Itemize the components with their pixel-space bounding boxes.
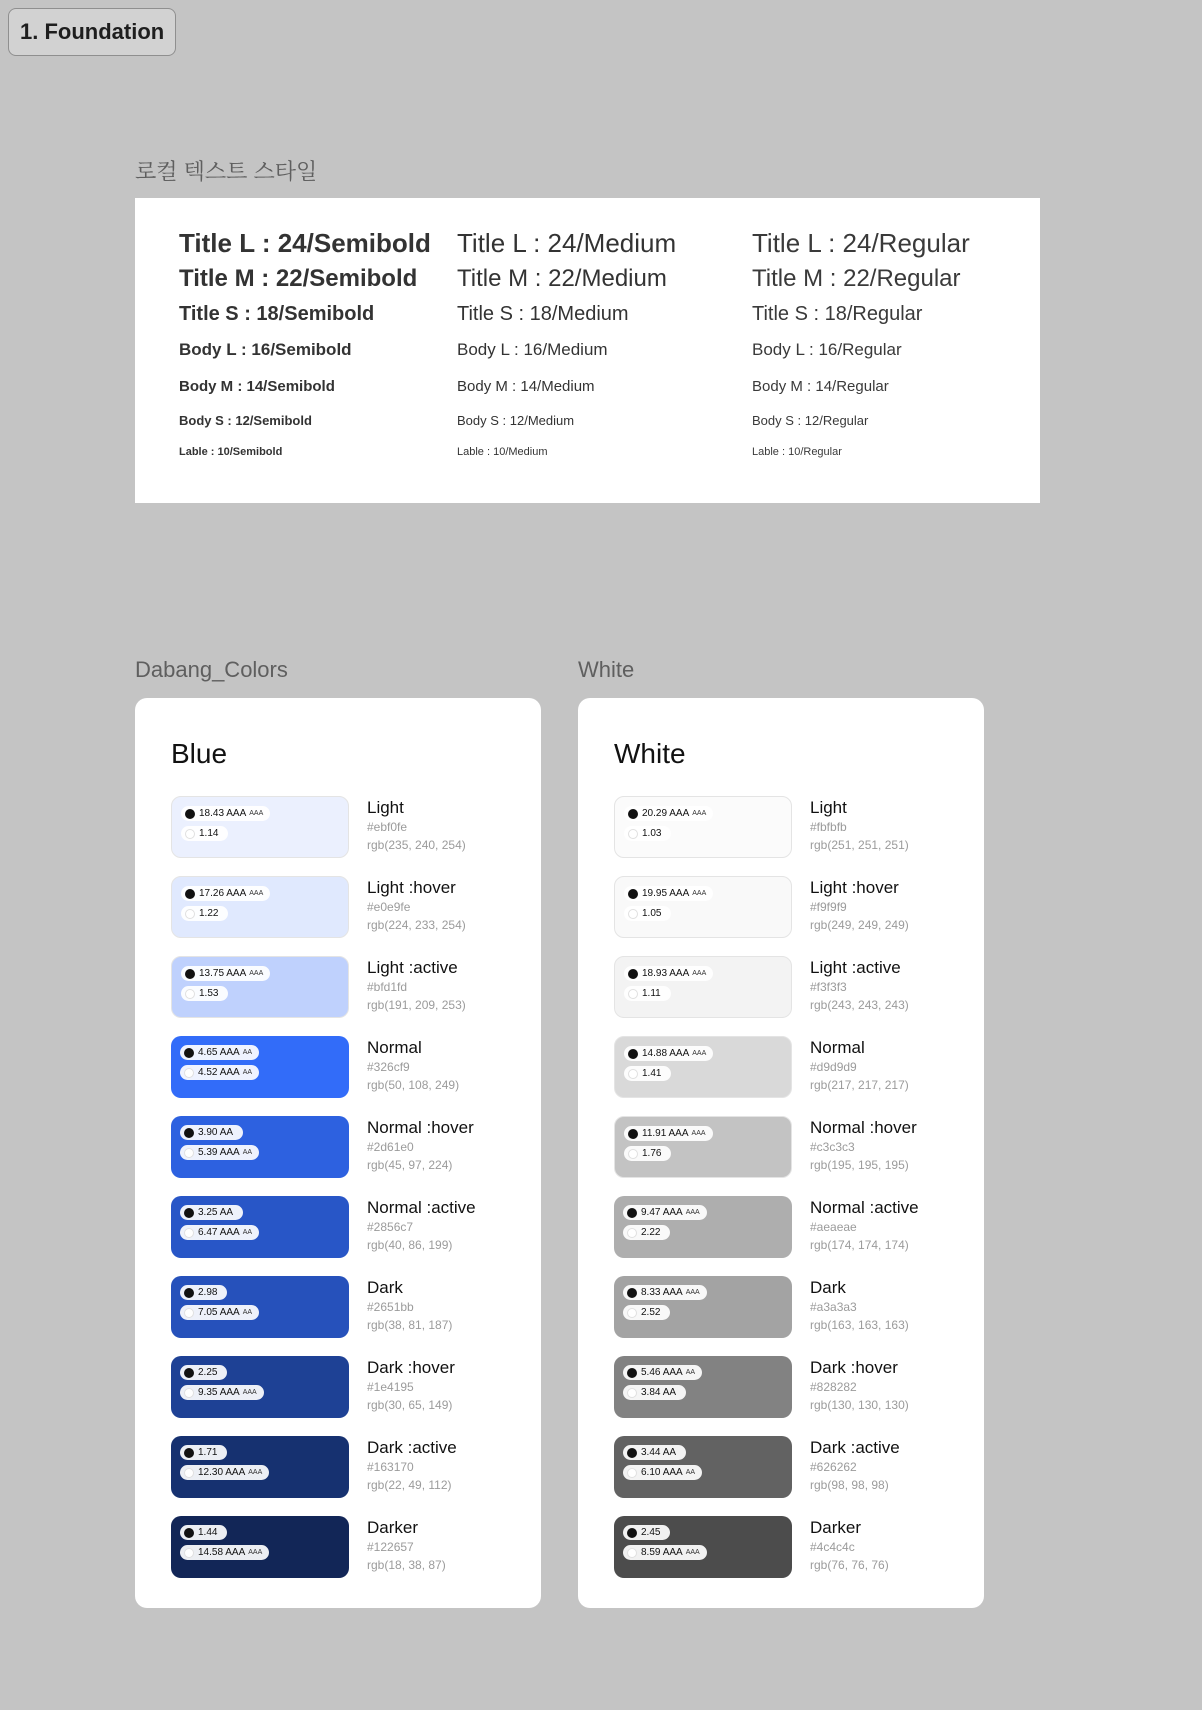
swatch-hex: #2d61e0 xyxy=(367,1140,414,1154)
swatch-row[interactable] xyxy=(614,1196,954,1256)
swatch-name: Light :active xyxy=(810,958,901,977)
swatch-row[interactable] xyxy=(171,1036,511,1096)
swatch-rgb: rgb(30, 65, 149) xyxy=(367,1398,453,1412)
contrast-badge: AAA xyxy=(685,1209,700,1216)
swatch-hex: #626262 xyxy=(810,1460,857,1474)
contrast-badge: AA xyxy=(685,1469,696,1476)
contrast-value: 1.44 xyxy=(198,1527,218,1538)
swatch-rgb: rgb(38, 81, 187) xyxy=(367,1318,453,1332)
type-sample: Body L : 16/Medium xyxy=(457,340,608,359)
type-sample: Body L : 16/Semibold xyxy=(179,340,352,359)
type-sample: Body S : 12/Semibold xyxy=(179,413,312,428)
contrast-badge: AAA xyxy=(249,970,264,977)
contrast-value: 5.39 AAA xyxy=(198,1147,240,1158)
contrast-badge: AA xyxy=(242,1069,253,1076)
contrast-value: 9.47 AAA xyxy=(641,1207,683,1218)
swatch-row[interactable] xyxy=(614,1116,954,1176)
swatch-row[interactable] xyxy=(614,1436,954,1496)
swatch-info xyxy=(367,958,466,1014)
white-dot-icon xyxy=(627,1308,637,1318)
black-dot-icon xyxy=(184,1128,194,1138)
contrast-value: 1.03 xyxy=(642,828,662,839)
contrast-value: 1.76 xyxy=(642,1148,662,1159)
swatch-hex: #326cf9 xyxy=(367,1060,410,1074)
color-swatch[interactable] xyxy=(171,1276,349,1338)
swatch-rgb: rgb(195, 195, 195) xyxy=(810,1158,909,1172)
swatch-info xyxy=(810,798,909,854)
contrast-pill xyxy=(623,1385,686,1400)
type-sample: Body M : 14/Semibold xyxy=(179,378,335,395)
swatch-row[interactable] xyxy=(171,1516,511,1576)
contrast-badge: AA xyxy=(242,1309,253,1316)
contrast-pill xyxy=(623,1225,670,1240)
color-swatch[interactable] xyxy=(171,956,349,1018)
contrast-pill xyxy=(180,1285,227,1300)
contrast-pill xyxy=(180,1125,243,1140)
color-swatch[interactable] xyxy=(171,1356,349,1418)
swatch-rgb: rgb(22, 49, 112) xyxy=(367,1478,452,1492)
type-sample: Title S : 18/Semibold xyxy=(179,303,375,325)
white-dot-icon xyxy=(184,1388,194,1398)
swatch-rgb: rgb(18, 38, 87) xyxy=(367,1558,446,1572)
swatch-rgb: rgb(249, 249, 249) xyxy=(810,918,909,932)
contrast-pill xyxy=(624,1066,671,1081)
contrast-value: 1.22 xyxy=(199,908,219,919)
swatch-row[interactable] xyxy=(614,876,954,936)
swatch-name: Dark xyxy=(810,1278,846,1297)
contrast-badge: AAA xyxy=(691,1130,706,1137)
contrast-pill xyxy=(623,1525,670,1540)
contrast-pill xyxy=(180,1545,269,1560)
contrast-value: 3.25 AA xyxy=(198,1207,234,1218)
swatch-row[interactable] xyxy=(614,796,954,856)
swatch-name: Dark xyxy=(367,1278,403,1297)
white-dot-icon xyxy=(627,1228,637,1238)
type-sample: Title L : 24/Semibold xyxy=(179,228,431,258)
color-swatch[interactable] xyxy=(614,796,792,858)
white-dot-icon xyxy=(185,909,195,919)
contrast-value: 19.95 AAA xyxy=(642,888,690,899)
contrast-value: 2.25 xyxy=(198,1367,218,1378)
white-dot-icon xyxy=(184,1548,194,1558)
swatch-row[interactable] xyxy=(171,1196,511,1256)
contrast-pill xyxy=(180,1145,259,1160)
contrast-pill xyxy=(624,1146,671,1161)
swatch-row[interactable] xyxy=(614,956,954,1016)
contrast-pill xyxy=(623,1305,670,1320)
page-tag[interactable]: 1. Foundation xyxy=(8,8,176,56)
type-sample: Body S : 12/Regular xyxy=(752,413,869,428)
white-dot-icon xyxy=(627,1548,637,1558)
color-swatch[interactable] xyxy=(614,1356,792,1418)
contrast-value: 14.88 AAA xyxy=(642,1048,690,1059)
swatch-rgb: rgb(45, 97, 224) xyxy=(367,1158,453,1172)
contrast-value: 9.35 AAA xyxy=(198,1387,240,1398)
contrast-value: 20.29 AAA xyxy=(642,808,690,819)
swatch-info xyxy=(810,878,909,934)
black-dot-icon xyxy=(184,1368,194,1378)
contrast-pill xyxy=(624,966,713,981)
contrast-badge: AA xyxy=(685,1369,696,1376)
black-dot-icon xyxy=(627,1288,637,1298)
white-dot-icon xyxy=(184,1468,194,1478)
swatch-hex: #e0e9fe xyxy=(367,900,411,914)
swatch-rgb: rgb(191, 209, 253) xyxy=(367,998,466,1012)
swatch-info xyxy=(367,798,466,854)
swatch-name: Darker xyxy=(810,1518,862,1537)
black-dot-icon xyxy=(185,889,195,899)
color-swatch[interactable] xyxy=(171,1516,349,1578)
type-sample: Lable : 10/Semibold xyxy=(179,446,283,458)
contrast-value: 4.52 AAA xyxy=(198,1067,240,1078)
contrast-pill xyxy=(624,986,671,1001)
black-dot-icon xyxy=(185,809,195,819)
swatch-info xyxy=(367,1358,455,1414)
swatch-rgb: rgb(98, 98, 98) xyxy=(810,1478,889,1492)
contrast-pill xyxy=(624,1126,713,1141)
contrast-value: 13.75 AAA xyxy=(199,968,247,979)
contrast-value: 6.10 AAA xyxy=(641,1467,683,1478)
contrast-pill xyxy=(623,1445,686,1460)
contrast-pill xyxy=(181,966,270,981)
color-swatch[interactable] xyxy=(171,876,349,938)
swatch-info xyxy=(810,1038,909,1094)
swatch-rgb: rgb(224, 233, 254) xyxy=(367,918,466,932)
type-sample: Title M : 22/Medium xyxy=(457,265,667,292)
swatch-info xyxy=(367,1438,457,1494)
contrast-badge: AAA xyxy=(692,970,707,977)
swatch-rgb: rgb(130, 130, 130) xyxy=(810,1398,909,1412)
contrast-badge: AAA xyxy=(248,1469,263,1476)
contrast-value: 1.71 xyxy=(198,1447,218,1458)
swatch-hex: #d9d9d9 xyxy=(810,1060,857,1074)
contrast-pill xyxy=(180,1365,227,1380)
swatch-hex: #a3a3a3 xyxy=(810,1300,857,1314)
swatch-info xyxy=(367,1278,452,1334)
contrast-value: 6.47 AAA xyxy=(198,1227,240,1238)
contrast-value: 1.14 xyxy=(199,828,219,839)
swatch-rgb: rgb(251, 251, 251) xyxy=(810,838,909,852)
contrast-value: 1.53 xyxy=(199,988,219,999)
swatch-hex: #1e4195 xyxy=(367,1380,414,1394)
swatch-info xyxy=(810,1438,900,1494)
swatch-name: Darker xyxy=(367,1518,419,1537)
type-sample: Title S : 18/Regular xyxy=(752,303,923,325)
contrast-value: 2.98 xyxy=(198,1287,218,1298)
swatch-row[interactable] xyxy=(171,1276,511,1336)
swatch-rgb: rgb(174, 174, 174) xyxy=(810,1238,909,1252)
swatch-hex: #bfd1fd xyxy=(367,980,408,994)
black-dot-icon xyxy=(628,969,638,979)
swatch-name: Normal :active xyxy=(810,1198,919,1217)
color-swatch[interactable] xyxy=(614,1036,792,1098)
black-dot-icon xyxy=(628,889,638,899)
swatch-hex: #4c4c4c xyxy=(810,1540,855,1554)
contrast-value: 3.84 AA xyxy=(641,1387,677,1398)
contrast-badge: AA xyxy=(242,1229,253,1236)
contrast-pill xyxy=(181,986,228,1001)
type-sample: Body M : 14/Medium xyxy=(457,378,595,395)
swatch-name: Normal :active xyxy=(367,1198,476,1217)
swatch-info xyxy=(367,1518,446,1574)
contrast-pill xyxy=(624,806,713,821)
swatch-hex: #c3c3c3 xyxy=(810,1140,855,1154)
black-dot-icon xyxy=(627,1448,637,1458)
black-dot-icon xyxy=(184,1288,194,1298)
contrast-pill xyxy=(180,1305,259,1320)
color-swatch[interactable] xyxy=(614,1516,792,1578)
contrast-value: 18.43 AAA xyxy=(199,808,247,819)
swatch-info xyxy=(810,958,909,1014)
contrast-value: 17.26 AAA xyxy=(199,888,247,899)
white-dot-icon xyxy=(185,989,195,999)
swatch-row[interactable] xyxy=(614,1516,954,1576)
typography-section-title: 로컬 텍스트 스타일 xyxy=(135,159,318,184)
contrast-badge: AAA xyxy=(692,810,707,817)
contrast-pill xyxy=(623,1365,702,1380)
white-dot-icon xyxy=(627,1468,637,1478)
contrast-pill xyxy=(623,1545,707,1560)
contrast-pill xyxy=(180,1465,269,1480)
swatch-hex: #2651bb xyxy=(367,1300,414,1314)
swatch-name: Light xyxy=(367,798,404,817)
white-dot-icon xyxy=(184,1148,194,1158)
contrast-value: 2.45 xyxy=(641,1527,661,1538)
palette-card-white xyxy=(578,698,984,1608)
contrast-value: 5.46 AAA xyxy=(641,1367,683,1378)
contrast-value: 2.22 xyxy=(641,1227,661,1238)
black-dot-icon xyxy=(628,1129,638,1139)
palette-section-label-white: White xyxy=(578,657,635,682)
contrast-badge: AAA xyxy=(692,890,707,897)
type-sample: Title M : 22/Regular xyxy=(752,265,961,292)
type-sample: Title S : 18/Medium xyxy=(457,303,629,325)
swatch-hex: #f9f9f9 xyxy=(810,900,847,914)
swatch-info xyxy=(367,1198,476,1254)
swatch-name: Dark :hover xyxy=(367,1358,455,1377)
color-swatch[interactable] xyxy=(171,1196,349,1258)
swatch-row[interactable] xyxy=(171,956,511,1016)
contrast-pill xyxy=(623,1285,707,1300)
swatch-name: Dark :active xyxy=(810,1438,900,1457)
color-swatch[interactable] xyxy=(614,1116,792,1178)
type-sample: Title L : 24/Medium xyxy=(457,228,677,258)
swatch-name: Light :active xyxy=(367,958,458,977)
swatch-info xyxy=(810,1518,889,1574)
swatch-hex: #f3f3f3 xyxy=(810,980,847,994)
contrast-badge: AAA xyxy=(685,1549,700,1556)
swatch-rgb: rgb(243, 243, 243) xyxy=(810,998,909,1012)
black-dot-icon xyxy=(184,1448,194,1458)
contrast-pill xyxy=(181,886,270,901)
swatch-info xyxy=(810,1358,909,1414)
white-dot-icon xyxy=(628,989,638,999)
type-sample: Title M : 22/Semibold xyxy=(179,265,418,292)
contrast-pill xyxy=(180,1205,243,1220)
black-dot-icon xyxy=(184,1528,194,1538)
contrast-value: 7.05 AAA xyxy=(198,1307,240,1318)
white-dot-icon xyxy=(185,829,195,839)
contrast-value: 3.90 AA xyxy=(198,1127,234,1138)
type-sample: Title L : 24/Regular xyxy=(752,228,970,258)
white-dot-icon xyxy=(628,829,638,839)
contrast-pill xyxy=(181,906,228,921)
white-dot-icon xyxy=(628,909,638,919)
type-sample: Lable : 10/Medium xyxy=(457,446,548,458)
swatch-name: Normal :hover xyxy=(810,1118,917,1137)
contrast-value: 14.58 AAA xyxy=(198,1547,246,1558)
color-swatch[interactable] xyxy=(171,1116,349,1178)
swatch-rgb: rgb(40, 86, 199) xyxy=(367,1238,453,1252)
contrast-value: 4.65 AAA xyxy=(198,1047,240,1058)
contrast-value: 2.52 xyxy=(641,1307,661,1318)
color-swatch[interactable] xyxy=(171,1436,349,1498)
swatch-row[interactable] xyxy=(171,796,511,856)
contrast-badge: AA xyxy=(242,1049,253,1056)
contrast-value: 11.91 AAA xyxy=(642,1128,689,1139)
white-dot-icon xyxy=(628,1069,638,1079)
contrast-badge: AAA xyxy=(242,1389,257,1396)
type-sample: Lable : 10/Regular xyxy=(752,446,842,458)
type-sample: Body S : 12/Medium xyxy=(457,413,575,428)
black-dot-icon xyxy=(628,809,638,819)
swatch-rgb: rgb(163, 163, 163) xyxy=(810,1318,909,1332)
typography-panel xyxy=(135,198,1040,503)
contrast-badge: AA xyxy=(242,1149,253,1156)
black-dot-icon xyxy=(627,1528,637,1538)
swatch-info xyxy=(367,1118,474,1174)
contrast-pill xyxy=(624,1046,713,1061)
black-dot-icon xyxy=(184,1208,194,1218)
swatch-rgb: rgb(50, 108, 249) xyxy=(367,1078,460,1092)
swatch-row[interactable] xyxy=(171,876,511,936)
contrast-pill xyxy=(180,1045,259,1060)
color-swatch[interactable] xyxy=(614,1436,792,1498)
swatch-row[interactable] xyxy=(614,1036,954,1096)
white-dot-icon xyxy=(184,1228,194,1238)
swatch-name: Dark :hover xyxy=(810,1358,898,1377)
color-swatch[interactable] xyxy=(614,956,792,1018)
white-dot-icon xyxy=(627,1388,637,1398)
swatch-name: Normal xyxy=(810,1038,865,1057)
swatch-rgb: rgb(235, 240, 254) xyxy=(367,838,466,852)
contrast-pill xyxy=(180,1385,264,1400)
swatch-name: Normal :hover xyxy=(367,1118,474,1137)
swatch-info xyxy=(367,878,466,934)
contrast-value: 8.59 AAA xyxy=(641,1547,683,1558)
color-swatch[interactable] xyxy=(614,1276,792,1338)
contrast-value: 1.05 xyxy=(642,908,662,919)
contrast-value: 1.41 xyxy=(642,1068,662,1079)
black-dot-icon xyxy=(627,1208,637,1218)
palette-section-label-dabang: Dabang_Colors xyxy=(135,657,288,682)
contrast-value: 3.44 AA xyxy=(641,1447,677,1458)
palette-card-blue xyxy=(135,698,541,1608)
contrast-badge: AAA xyxy=(249,890,264,897)
color-swatch[interactable] xyxy=(171,1036,349,1098)
black-dot-icon xyxy=(628,1049,638,1059)
swatch-hex: #122657 xyxy=(367,1540,414,1554)
color-swatch[interactable] xyxy=(614,1196,792,1258)
swatch-rgb: rgb(217, 217, 217) xyxy=(810,1078,909,1092)
swatch-row[interactable] xyxy=(171,1356,511,1416)
swatch-row[interactable] xyxy=(614,1276,954,1336)
white-dot-icon xyxy=(628,1149,638,1159)
contrast-pill xyxy=(181,826,228,841)
contrast-pill xyxy=(181,806,270,821)
contrast-pill xyxy=(624,826,671,841)
swatch-name: Normal xyxy=(367,1038,422,1057)
contrast-value: 12.30 AAA xyxy=(198,1467,246,1478)
swatch-hex: #fbfbfb xyxy=(810,820,847,834)
swatch-name: Dark :active xyxy=(367,1438,457,1457)
contrast-badge: AAA xyxy=(692,1050,707,1057)
swatch-hex: #ebf0fe xyxy=(367,820,408,834)
contrast-badge: AAA xyxy=(685,1289,700,1296)
swatch-rgb: rgb(76, 76, 76) xyxy=(810,1558,889,1572)
contrast-pill xyxy=(180,1065,259,1080)
contrast-value: 1.11 xyxy=(642,988,661,999)
swatch-row[interactable] xyxy=(171,1116,511,1176)
contrast-pill xyxy=(180,1225,259,1240)
contrast-pill xyxy=(624,906,671,921)
swatch-hex: #aeaeae xyxy=(810,1220,857,1234)
contrast-pill xyxy=(623,1465,702,1480)
color-swatch[interactable] xyxy=(614,876,792,938)
contrast-pill xyxy=(623,1205,707,1220)
swatch-row[interactable] xyxy=(614,1356,954,1416)
black-dot-icon xyxy=(184,1048,194,1058)
swatch-name: Light :hover xyxy=(810,878,899,897)
black-dot-icon xyxy=(185,969,195,979)
swatch-hex: #163170 xyxy=(367,1460,414,1474)
swatch-hex: #2856c7 xyxy=(367,1220,414,1234)
swatch-info xyxy=(810,1278,909,1334)
swatch-info xyxy=(810,1198,919,1254)
type-sample: Body M : 14/Regular xyxy=(752,378,889,395)
contrast-value: 8.33 AAA xyxy=(641,1287,683,1298)
black-dot-icon xyxy=(627,1368,637,1378)
contrast-pill xyxy=(180,1445,227,1460)
swatch-name: Light xyxy=(810,798,847,817)
palette-title: White xyxy=(614,738,686,769)
contrast-value: 18.93 AAA xyxy=(642,968,690,979)
contrast-pill xyxy=(624,886,713,901)
white-dot-icon xyxy=(184,1308,194,1318)
contrast-badge: AAA xyxy=(248,1549,263,1556)
color-swatch[interactable] xyxy=(171,796,349,858)
white-dot-icon xyxy=(184,1068,194,1078)
swatch-name: Light :hover xyxy=(367,878,456,897)
swatch-info xyxy=(810,1118,917,1174)
contrast-badge: AAA xyxy=(249,810,264,817)
swatch-hex: #828282 xyxy=(810,1380,857,1394)
type-sample: Body L : 16/Regular xyxy=(752,340,902,359)
swatch-info xyxy=(367,1038,459,1094)
swatch-row[interactable] xyxy=(171,1436,511,1496)
palette-title: Blue xyxy=(171,738,228,769)
contrast-pill xyxy=(180,1525,227,1540)
